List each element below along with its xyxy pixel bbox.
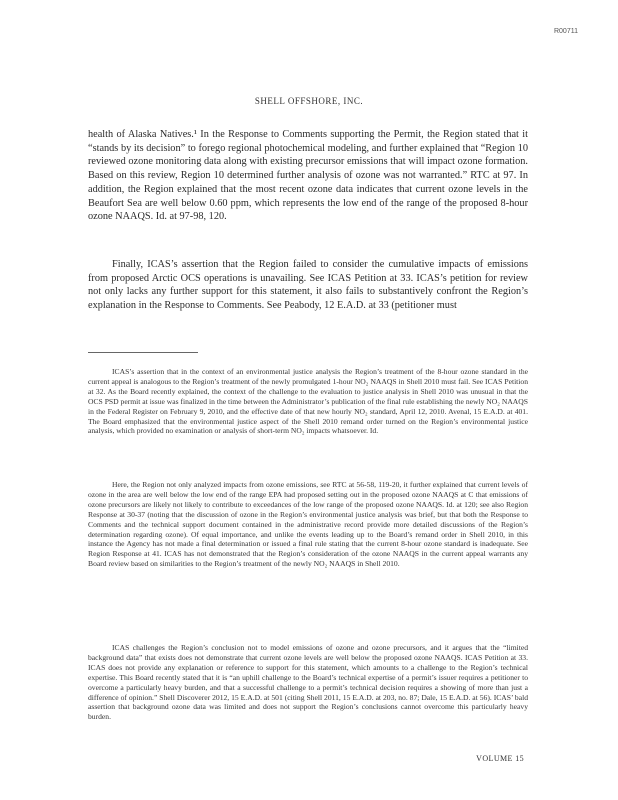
footnote-divider	[88, 352, 198, 353]
running-head: SHELL OFFSHORE, INC.	[254, 96, 364, 106]
footnote-text: ICAS’s assertion that in the context of an environmental justice analysis the Region’s treatment of the 8-hour ozone standard in the current appeal is analogous to the Region’s treatment of the newly promulgated 1-hour NO₂ NAAQS in Shell 2010 must fail. See ICAS Petition at 32. As the Board recently explained, the context of the challenge to the evaluation to justice analysis in Shell 2010 was unusual in that the OCS PSD permit at issue was finalized in the time between the Administrator’s publication of the final rule establishing the newly NO₂ NAAQS in the Federal Register on February 9, 2010, and the effective date of that new hourly NO₂ standard, April 12, 2010. Avenal, 15 E.A.D. at 401. The Board emphasized that the environmental justice aspect of the Shell 2010 remand order turned on the Region’s environmental justice analysis, which provided no examination or analysis of short-term NO₂ impacts whatsoever. Id.	[88, 367, 528, 436]
footnote-3	[88, 643, 528, 722]
page-number: VOLUME 15	[476, 754, 524, 763]
paragraph-text: Finally, ICAS’s assertion that the Region failed to consider the cumulative impacts of emissions from proposed Arctic OCS operations is unavailing. See ICAS Petition at 33. ICAS’s petition for review not only lacks any further support for this statement, it also fails to substantively confront the Region’s explanation in the Response to Comments. See Peabody, 12 E.A.D. at 33 (petitioner must	[88, 259, 528, 312]
page-id: R00711	[553, 28, 578, 35]
body-paragraph-2	[88, 258, 528, 313]
footnote-2	[88, 480, 528, 569]
footnote-1	[88, 367, 528, 436]
body-paragraph-1	[88, 128, 528, 224]
footnote-text: Here, the Region not only analyzed impacts from ozone emissions, see RTC at 56-58, 119-20, it further explained that current levels of ozone in the area are well below the low end of the range EPA had proposed setting out in the proposed ozone NAAQS at C that emissions of ozone precursors are likely not likely to contribute to exceedances of the low range of the proposed ozone NAAQS. Id. at 120; see also Region Response at 30-37 (noting that the discussion of ozone in the Region’s environmental justice analysis was brief, but that both the Response to Comments and the technical support document contained in the administrative record provide more detailed discussions of the Region’s determination regarding ozone). Of equal importance, and unlike the events leading up to the Board’s remand order in Shell 2010, in this instance the Agency has not made a final determination or issued a final rule stating that the current 8-hour ozone standard is inadequate. See Region Response at 41. ICAS has not demonstrated that the Region’s consideration of the ozone NAAQS in the current appeal warrants any Board review based on similarities to the Region’s treatment of the newly NO₂ NAAQS in Shell 2010.	[88, 480, 528, 569]
paragraph-text: health of Alaska Natives.¹ In the Response to Comments supporting the Permit, the Region stated that it “stands by its decision” to forego regional photochemical modeling, and further explained that “Region 10 reviewed ozone monitoring data along with existing precursor emissions that will impact ozone formation. Based on this review, Region 10 determined further analysis of ozone was not warranted.” RTC at 97. In addition, the Region explained that the most recent ozone data indicates that current ozone levels in the Beaufort Sea are well below 0.60 ppm, which represents the low end of the range of the proposed 8-hour ozone NAAQS. Id. at 97-98, 120.	[88, 129, 528, 223]
footnote-text: ICAS challenges the Region’s conclusion not to model emissions of ozone and ozone precursors, and it argues that the “limited background data” that exists does not demonstrate that current ozone levels are well below the proposed ozone NAAQS. ICAS Petition at 33. ICAS does not provide any explanation or reference to support for this statement, which amounts to a challenge to the Region’s technical expertise. This Board recently stated that it is “an uphill challenge to the Board’s technical expertise of a permit’s issuer requires a petitioner to overcome a particularly heavy burden, and that a successful challenge to a permit’s technical decision requires a showing of more than just a difference of opinion.” Shell Discoverer 2012, 15 E.A.D. at 501 (citing Shell 2011, 15 E.A.D. at 203, no. 87; Dale, 15 E.A.D. at 56). ICAS’ bald assertion that background ozone data was limited and does not support the Region’s conclusions cannot overcome this particularly heavy burden.	[88, 643, 528, 722]
